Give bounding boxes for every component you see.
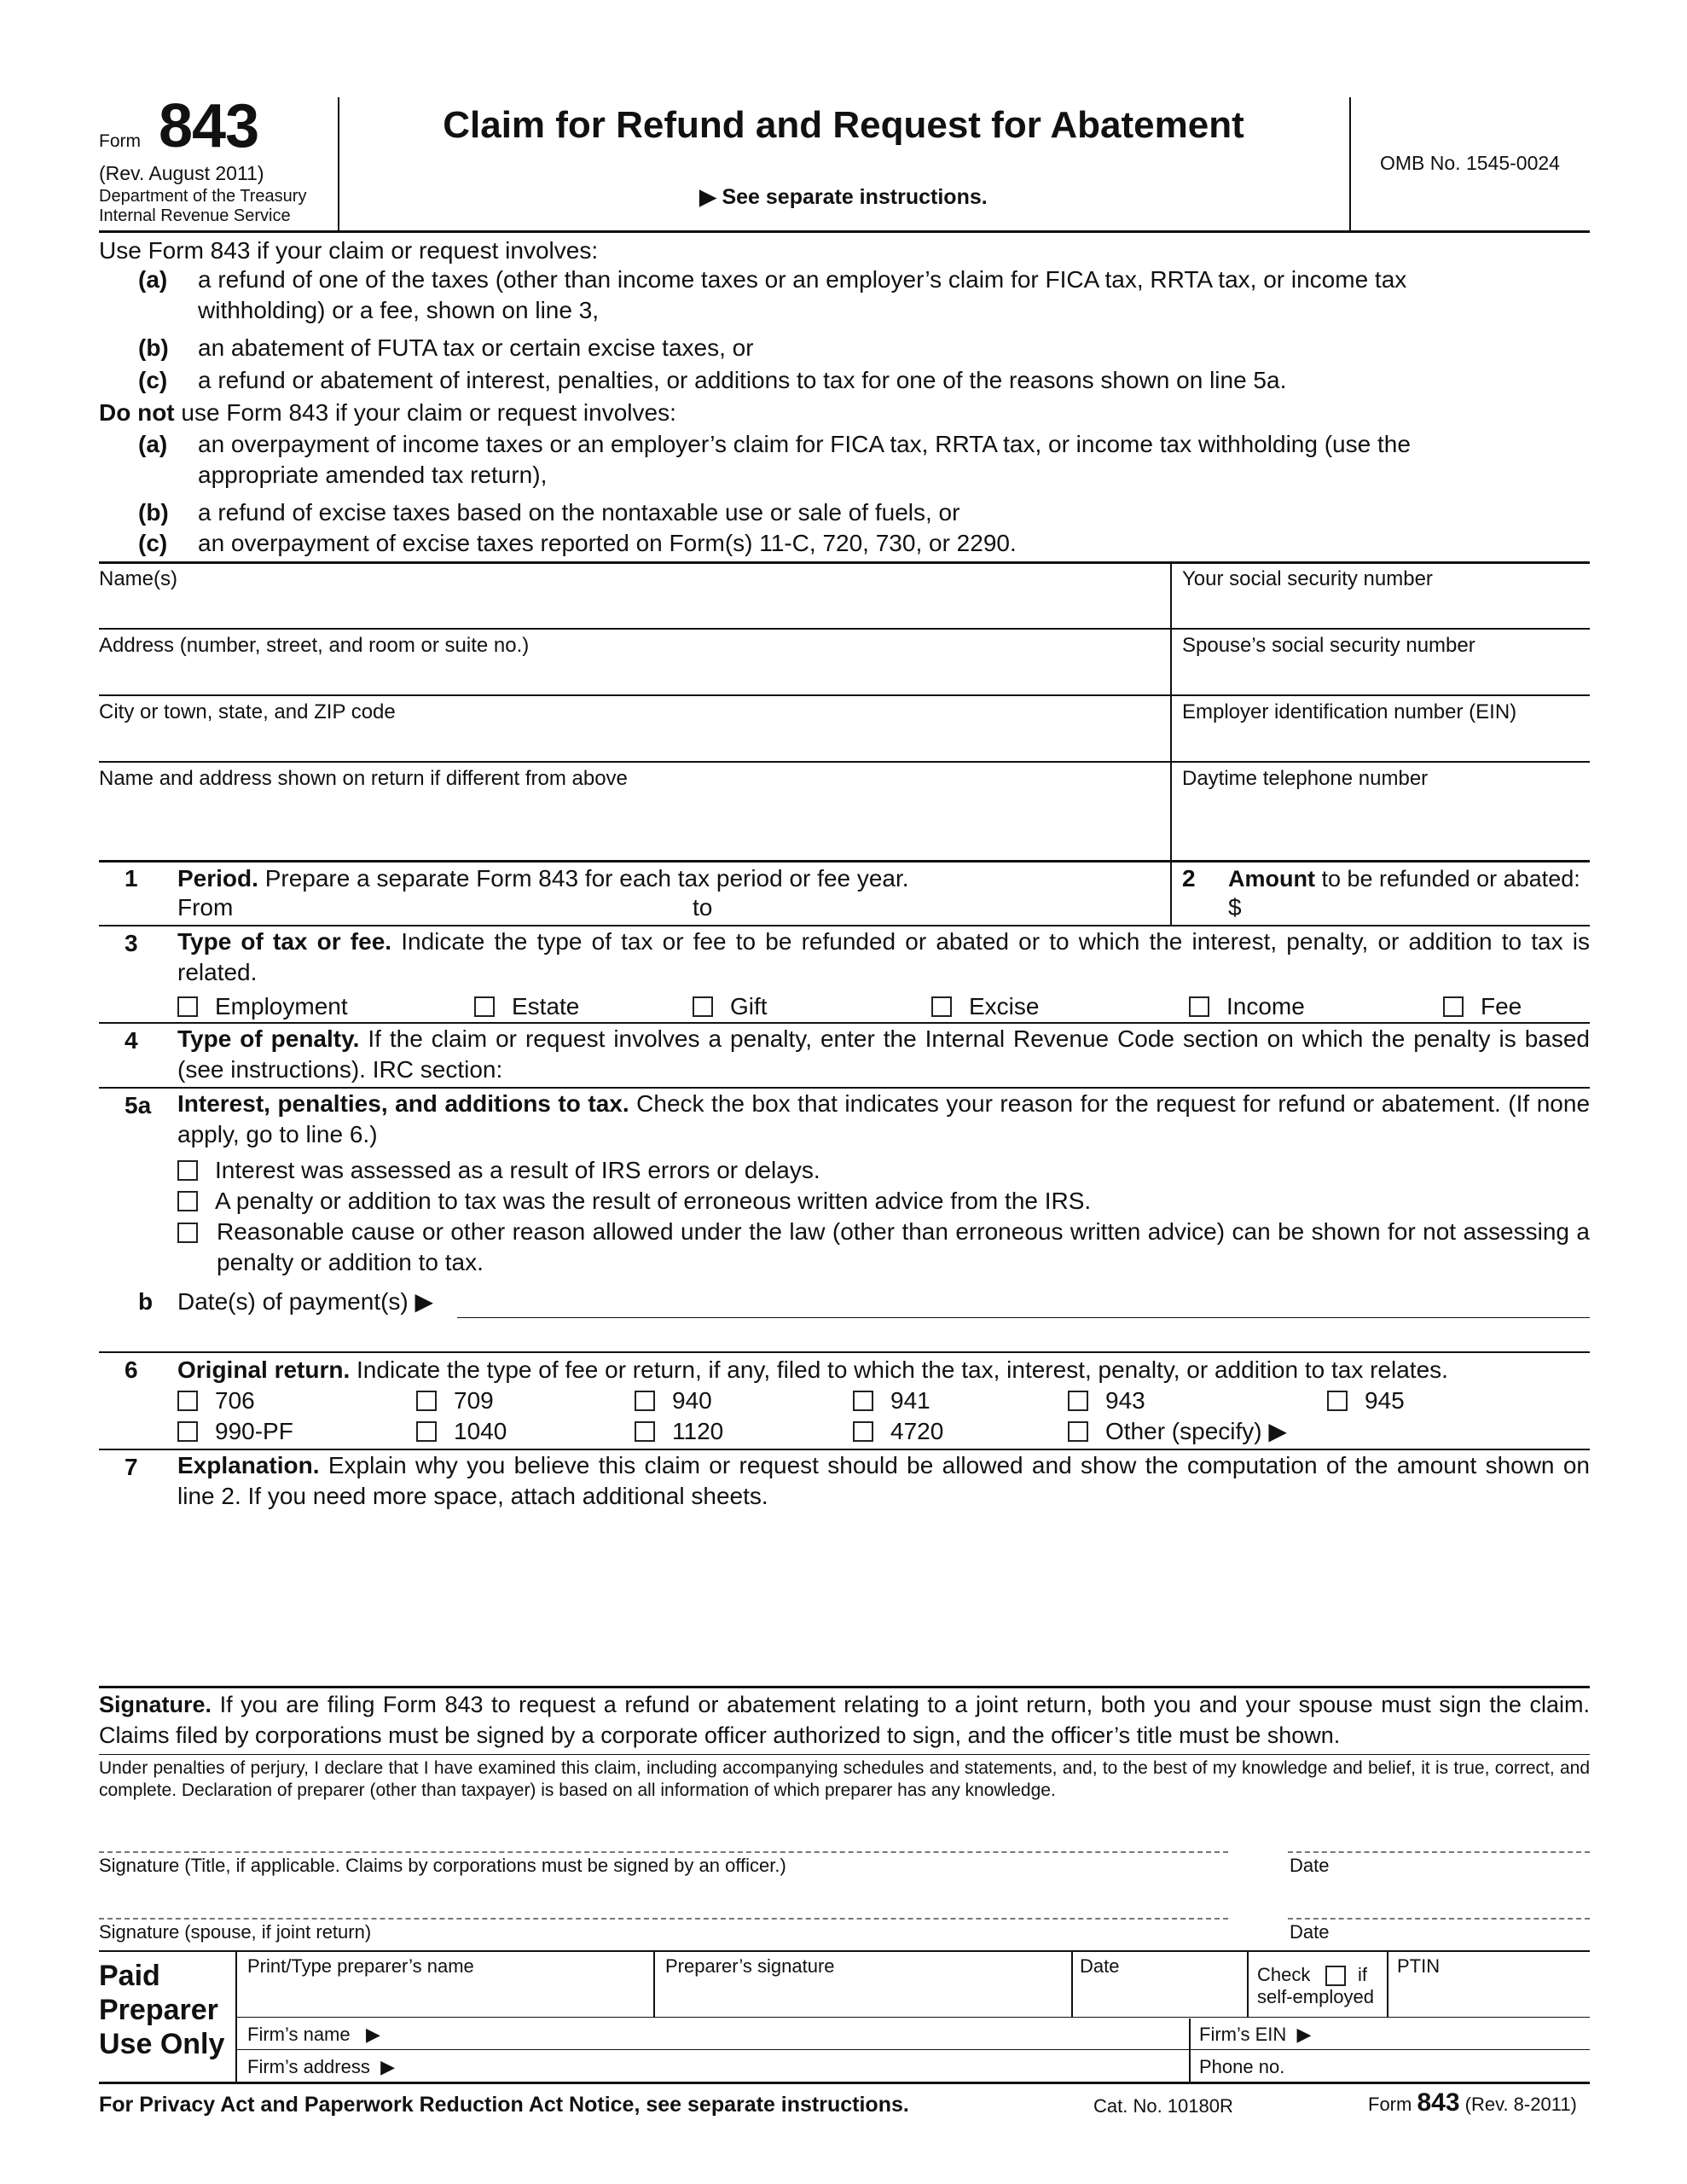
use-item-label: (a) (138, 266, 168, 293)
triangle-right-icon: ▶ (699, 185, 722, 209)
checkbox[interactable] (693, 996, 713, 1017)
spouse-ssn-label: Spouse’s social security number (1182, 634, 1475, 657)
omb-number: OMB No. 1545-0024 (1380, 152, 1560, 174)
donot-item-label: (b) (138, 499, 169, 526)
ein-field[interactable] (1172, 696, 1590, 761)
ein-label: Employer identification number (EIN) (1182, 700, 1517, 723)
option-4720[interactable]: 4720 (853, 1416, 943, 1447)
preparer-title: Use Only (99, 2028, 225, 2060)
option-706[interactable]: 706 (177, 1385, 255, 1416)
preparer-signature-field[interactable] (655, 1952, 1071, 2017)
donot-item-text: a refund of excise taxes based on the nontaxable use or sale of fuels, or (198, 499, 960, 526)
taxpayer-date-line[interactable] (1288, 1851, 1590, 1853)
triangle-right-icon: ▶ (408, 1288, 434, 1315)
donot-heading: Do not use Form 843 if your claim or request involves: (99, 399, 676, 426)
donot-item-label: (a) (138, 431, 168, 457)
checkbox[interactable] (635, 1421, 655, 1442)
phone-no-field[interactable] (1191, 2051, 1590, 2082)
phone-field[interactable] (1172, 763, 1590, 860)
line-number: 1 (125, 865, 138, 892)
alt-name-field[interactable] (99, 763, 1168, 860)
spouse-signature-label: Signature (spouse, if joint return) (99, 1921, 372, 1943)
preparer-date-field[interactable] (1073, 1952, 1247, 2017)
option-erroneous-advice[interactable]: A penalty or addition to tax was the result of erroneous written advice from the IRS. (177, 1186, 1091, 1217)
line-number: 4 (125, 1027, 138, 1054)
line-number: 2 (1182, 865, 1196, 892)
firm-address-label: Firm’s address ▶ (247, 2056, 396, 2077)
date-label: Date (1290, 1855, 1330, 1876)
spouse-date-line[interactable] (1288, 1918, 1590, 1920)
donot-item-text: an overpayment of income taxes or an employer’s claim for FICA tax, RRTA tax, or income tax withholding (use the appropriate amended tax return), (198, 431, 1411, 488)
preparer-title: Preparer (99, 1994, 218, 2026)
alt-name-label: Name and address shown on return if different from above (99, 767, 628, 790)
ptin-label: PTIN (1397, 1955, 1441, 1977)
line-number: 5a (125, 1092, 152, 1118)
triangle-right-icon: ▶ (350, 2024, 380, 2045)
form-number: 843 (159, 92, 259, 160)
spouse-signature-line[interactable] (99, 1918, 1228, 1920)
signature-label: Signature (Title, if applicable. Claims by corporations must be signed by an officer.) (99, 1855, 786, 1876)
form-label: Form (99, 131, 141, 151)
checkbox[interactable] (416, 1421, 437, 1442)
triangle-right-icon: ▶ (369, 2056, 396, 2077)
checkbox[interactable] (635, 1391, 655, 1411)
phone-label: Daytime telephone number (1182, 767, 1429, 790)
use-item-text: an abatement of FUTA tax or certain excise taxes, or (198, 334, 754, 361)
checkbox[interactable] (416, 1391, 437, 1411)
checkbox[interactable] (177, 1191, 198, 1211)
use-item-text: a refund of one of the taxes (other than income taxes or an employer’s claim for FICA tax, RRTA tax, or income tax withholding) or a fee, shown on line 3, (198, 266, 1407, 323)
checkbox[interactable] (853, 1391, 873, 1411)
option-income[interactable]: Income (1189, 991, 1305, 1022)
use-heading: Use Form 843 if your claim or request involves: (99, 237, 599, 264)
line-1-text: Period. Prepare a separate Form 843 for each tax period or fee year. (177, 865, 909, 892)
spouse-ssn-field[interactable] (1172, 630, 1590, 694)
firm-address-field[interactable] (237, 2051, 1189, 2082)
to-label: to (693, 894, 713, 921)
checkbox[interactable] (474, 996, 495, 1017)
firm-ein-field[interactable] (1191, 2018, 1590, 2049)
ptin-field[interactable] (1388, 1952, 1590, 2017)
checkbox[interactable] (1327, 1391, 1348, 1411)
checkbox[interactable] (177, 996, 198, 1017)
use-item-label: (b) (138, 334, 169, 361)
donot-item-label: (c) (138, 530, 168, 556)
option-employment[interactable]: Employment (177, 991, 348, 1022)
line-4-text: Type of penalty. If the claim or request involves a penalty, enter the Internal Revenue Code section on which the penalty is based (see instructions). IRC section: (177, 1025, 1590, 1083)
address-field[interactable] (99, 630, 1168, 694)
signature-instructions: Signature. If you are filing Form 843 to request a refund or abatement relating to a joint return, both you and your spouse must sign the claim. Claims filed by corporations must be signed by a corporate officer authorized to sign, and the officer’s title must be shown. (99, 1692, 1590, 1748)
form-title: Claim for Refund and Request for Abatement (443, 104, 1244, 146)
ssn-label: Your social security number (1182, 567, 1433, 590)
option-fee[interactable]: Fee (1443, 991, 1522, 1022)
names-field[interactable] (99, 563, 1168, 628)
option-estate[interactable]: Estate (474, 991, 579, 1022)
checkbox[interactable] (177, 1391, 198, 1411)
firm-ein-label: Firm’s EIN ▶ (1199, 2024, 1312, 2045)
ssn-field[interactable] (1172, 563, 1590, 628)
line-number: b (138, 1288, 154, 1315)
checkbox[interactable] (1068, 1421, 1088, 1442)
line-number: 3 (125, 930, 138, 956)
use-item-label: (c) (138, 367, 168, 393)
line-3-text: Type of tax or fee. Indicate the type of tax or fee to be refunded or abated or to which the interest, penalty, or addition to tax is related. (177, 928, 1590, 985)
option-1040[interactable]: 1040 (416, 1416, 507, 1447)
option-gift[interactable]: Gift (693, 991, 768, 1022)
preparer-name-field[interactable] (237, 1952, 653, 2017)
line-7-text: Explanation. Explain why you believe this claim or request should be allowed and show the computation of the amount shown on line 2. If you need more space, attach additional sheets. (177, 1452, 1590, 1509)
triangle-right-icon: ▶ (1261, 1418, 1287, 1444)
option-940[interactable]: 940 (635, 1385, 712, 1416)
line-5a-text: Interest, penalties, and additions to tax. Check the box that indicates your reason for the request for refund or abatement. (If none apply, go to line 6.) (177, 1090, 1591, 1147)
checkbox[interactable] (1443, 996, 1464, 1017)
form-revision: (Rev. August 2011) (99, 162, 264, 184)
self-employed-label: self-employed (1257, 1986, 1374, 2007)
agency: Internal Revenue Service (99, 206, 291, 225)
checkbox[interactable] (177, 1160, 198, 1181)
option-990-pf[interactable]: 990-PF (177, 1416, 293, 1447)
preparer-title: Paid (99, 1960, 160, 1992)
option-irs-errors[interactable]: Interest was assessed as a result of IRS errors or delays. (177, 1155, 820, 1186)
footer-form-id: Form 843 (Rev. 8-2011) (1368, 2088, 1577, 2117)
check-label: Check (1257, 1964, 1311, 1985)
department: Department of the Treasury (99, 187, 307, 206)
taxpayer-signature-line[interactable] (99, 1851, 1228, 1853)
option-excise[interactable]: Excise (931, 991, 1039, 1022)
line-number: 6 (125, 1356, 138, 1383)
address-label: Address (number, street, and room or suite no.) (99, 634, 530, 657)
perjury-statement: Under penalties of perjury, I declare that I have examined this claim, including accompanying schedules and statements, and, to the best of my knowledge and belief, it is true, correct, and complete. Declaration of preparer (other than taxpayer) is based on all information of which preparer has any knowledge. (99, 1758, 1590, 1800)
option-other-specify[interactable]: Other (specify) ▶ (1068, 1416, 1287, 1447)
self-employed-checkbox[interactable] (1325, 1966, 1346, 1986)
firm-name-field[interactable] (237, 2018, 1189, 2049)
city-label: City or town, state, and ZIP code (99, 700, 396, 723)
checkbox[interactable] (1189, 996, 1209, 1017)
checkbox[interactable] (177, 1223, 198, 1243)
self-employed-field[interactable] (1249, 1952, 1387, 2017)
preparer-signature-label: Preparer’s signature (665, 1955, 835, 1977)
triangle-right-icon: ▶ (1286, 2024, 1312, 2045)
option-709[interactable]: 709 (416, 1385, 494, 1416)
dollar-sign: $ (1228, 894, 1242, 921)
checkbox[interactable] (853, 1421, 873, 1442)
checkbox[interactable] (177, 1421, 198, 1442)
preparer-name-label: Print/Type preparer’s name (247, 1955, 474, 1977)
option-943[interactable]: 943 (1068, 1385, 1145, 1416)
firm-name-label: Firm’s name ▶ (247, 2024, 380, 2045)
option-reasonable-cause[interactable]: Reasonable cause or other reason allowed under the law (other than erroneous written advice) can be shown for not assessing a penalty or addition to tax. (217, 1218, 1590, 1275)
use-item-text: a refund or abatement of interest, penalties, or additions to tax for one of the reasons shown on line 5a. (198, 367, 1287, 393)
date-label: Date (1290, 1921, 1330, 1943)
line-2-text: Amount to be refunded or abated: (1228, 866, 1580, 892)
from-label: From (177, 894, 234, 921)
catalog-number: Cat. No. 10180R (1093, 2095, 1233, 2117)
names-label: Name(s) (99, 567, 178, 590)
if-label: if (1358, 1964, 1367, 1985)
line-5b-text: Date(s) of payment(s) ▶ (177, 1288, 434, 1315)
option-941[interactable]: 941 (853, 1385, 930, 1416)
checkbox[interactable] (931, 996, 952, 1017)
line-number: 7 (125, 1454, 138, 1480)
privacy-notice: For Privacy Act and Paperwork Reduction Act Notice, see separate instructions. (99, 2093, 909, 2117)
preparer-date-label: Date (1080, 1955, 1120, 1977)
option-1120[interactable]: 1120 (635, 1416, 723, 1447)
line-6-text: Original return. Indicate the type of fee or return, if any, filed to which the tax, interest, penalty, or addition to tax relates. (177, 1356, 1448, 1383)
donot-item-text: an overpayment of excise taxes reported on Form(s) 11-C, 720, 730, or 2290. (198, 530, 1017, 556)
phone-no-label: Phone no. (1199, 2056, 1285, 2077)
option-945[interactable]: 945 (1327, 1385, 1405, 1416)
checkbox[interactable] (1068, 1391, 1088, 1411)
city-field[interactable] (99, 696, 1168, 761)
payment-dates-entry-line[interactable] (457, 1317, 1590, 1318)
instructions-note: ▶ See separate instructions. (699, 185, 988, 209)
